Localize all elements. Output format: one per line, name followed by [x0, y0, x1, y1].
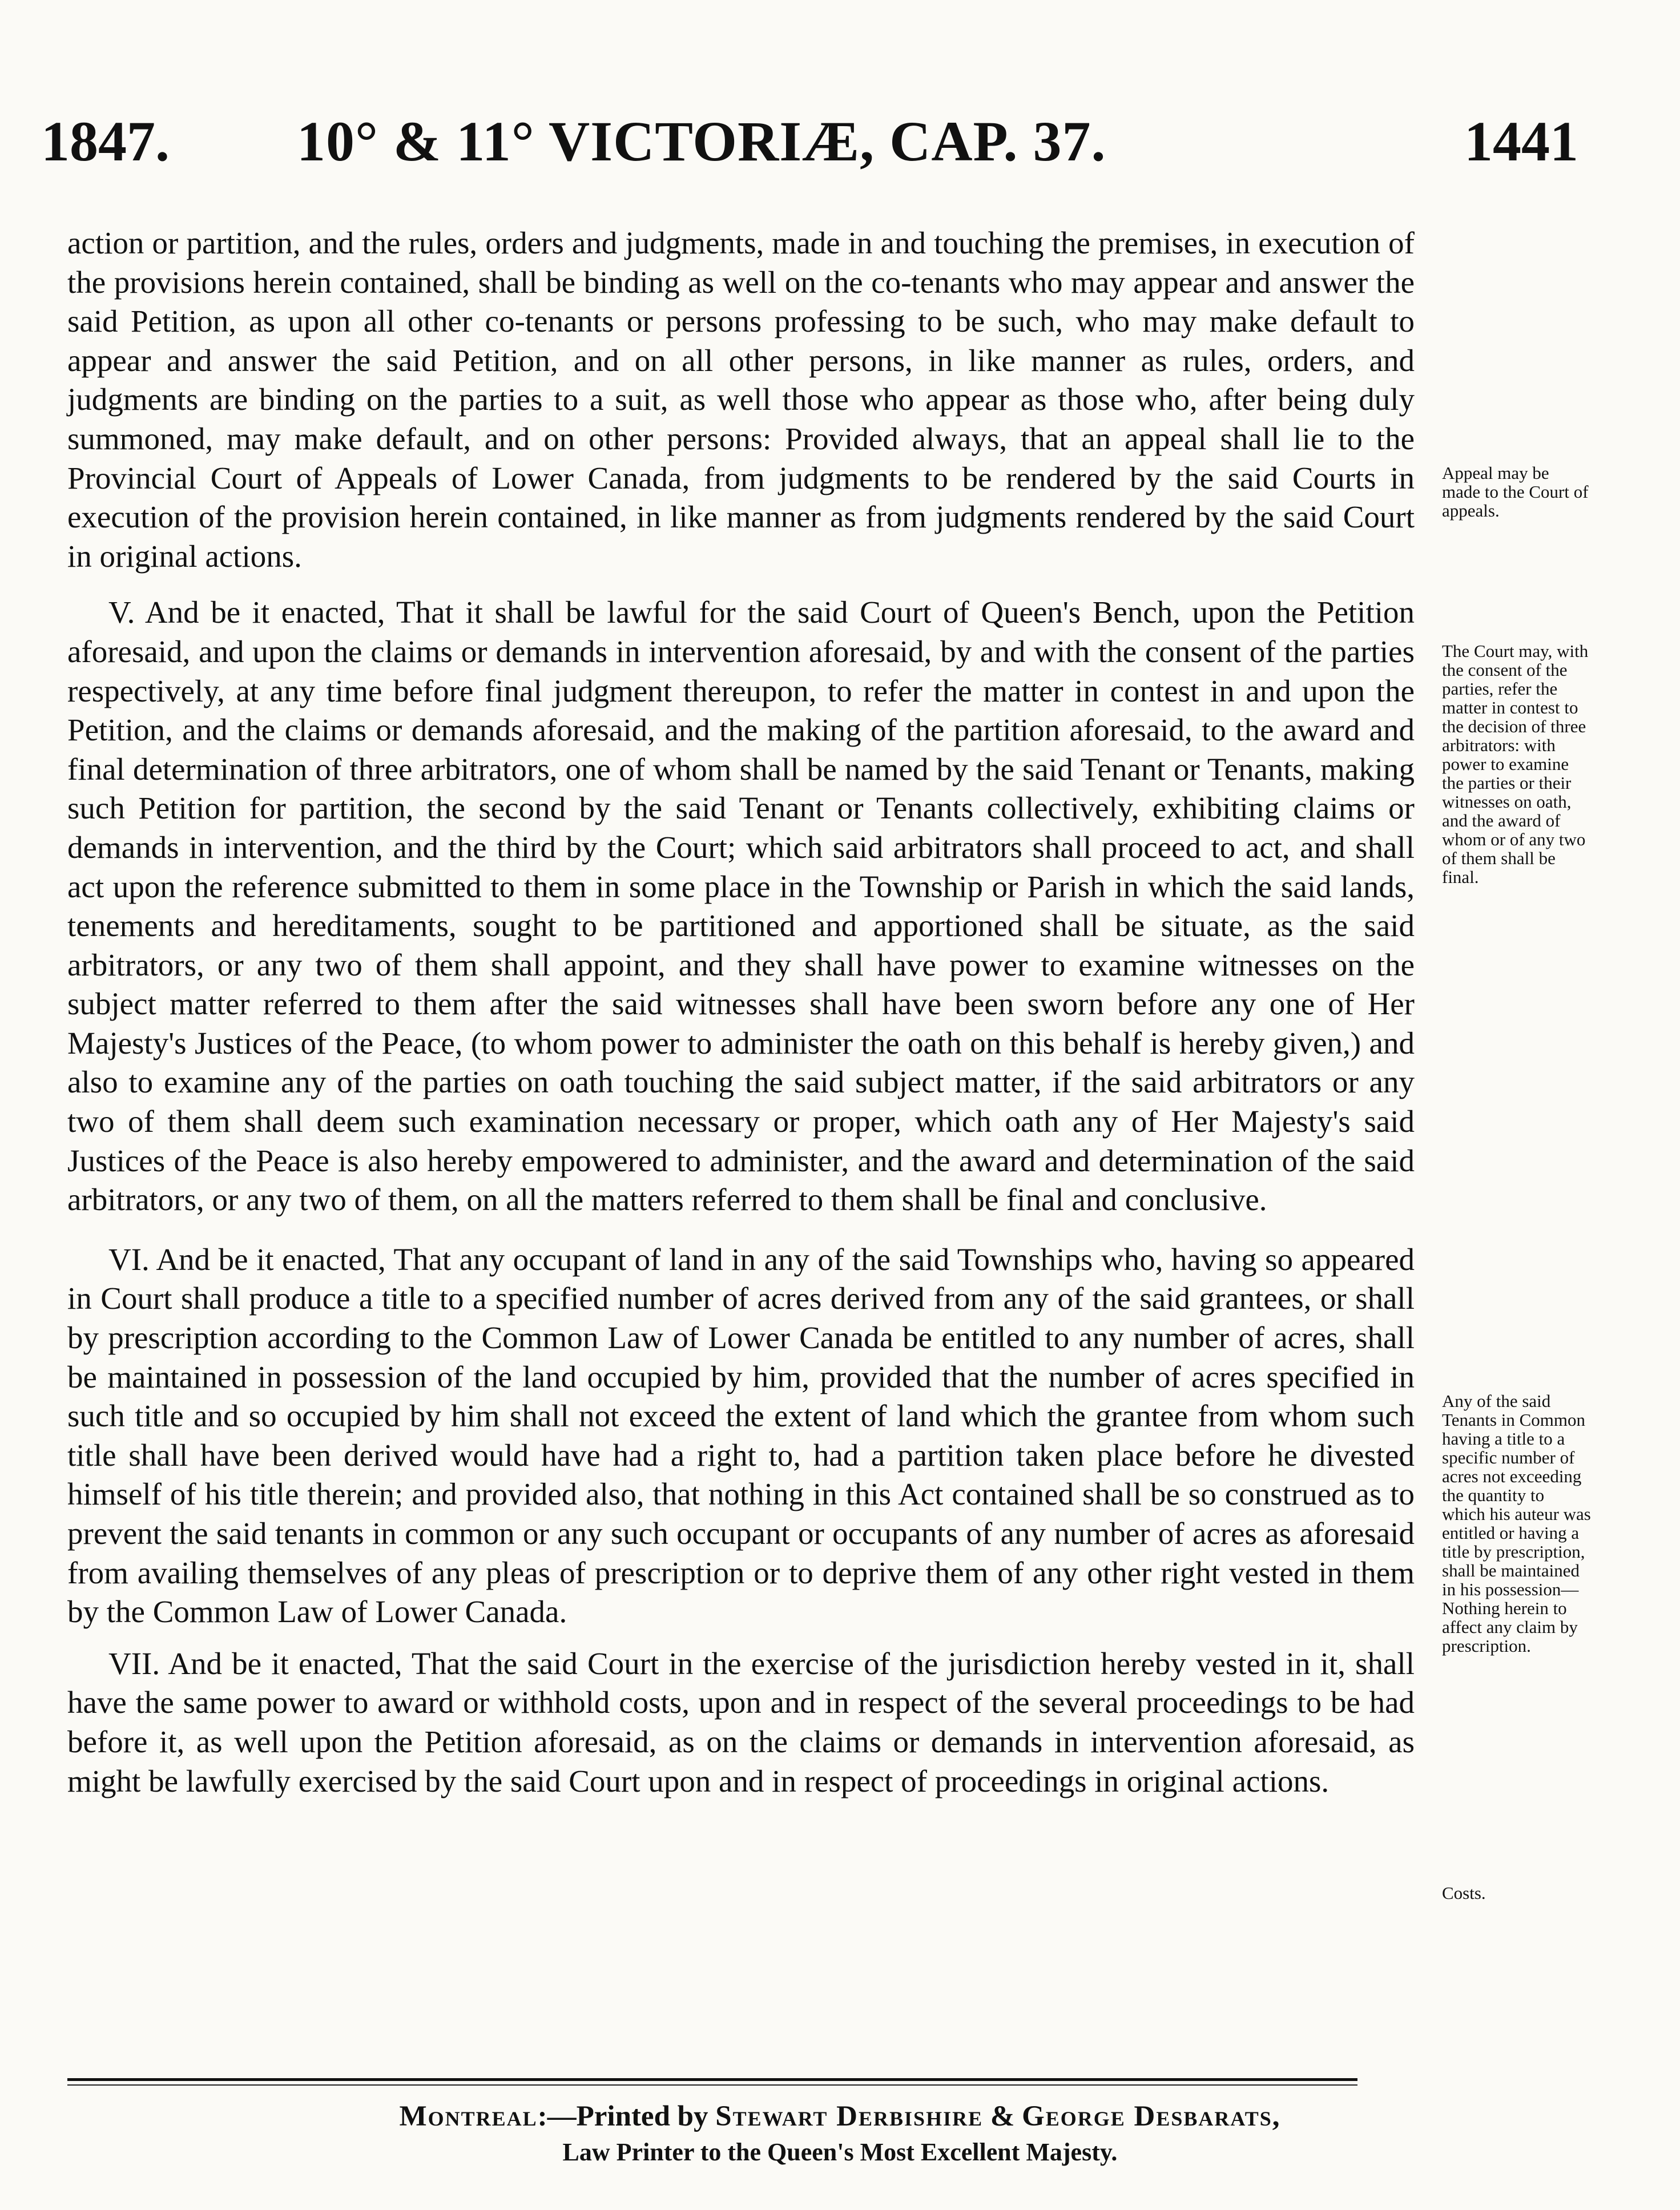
marginal-note-tenants: Any of the said Tenants in Common having a title to a specific number of acres not exceeding the quantity to which his auteur was entitled or having a title by prescription, shall be maintained in his possession—Nothing herein to affect any claim by prescription.	[1442, 1391, 1591, 1656]
section-number: V.	[108, 595, 135, 630]
statute-body	[67, 224, 1415, 1801]
section-text: And be it enacted, That it shall be lawful for the said Court of Queen's Bench, upon the Petition aforesaid, and upon the claims or demands in intervention aforesaid, by and with the consent of the parties respectively, at any time before final judgment thereupon, to refer the matter in contest in and upon the Petition, and the claims or demands aforesaid, and the making of the partition aforesaid, to the award and final determination of three arbitrators, one of whom shall be named by the said Tenant or Tenants, making such Petition for partition, the second by the said Tenant or Tenants collectively, exhibiting claims or demands in intervention, and the third by the Court; which said arbitrators shall proceed to act, and shall act upon the reference submitted to them in some place in the Township or Parish in which the said lands, tenements and hereditaments, sought to be partitioned and apportioned shall be situate, as the said arbitrators, or any two of them shall appoint, and they shall have power to examine witnesses on the subject matter referred to them after the said witnesses shall have been sworn before any one of Her Majesty's Justices of the Peace, (to whom power to administer the oath on this behalf is hereby given,) and also to examine any of the parties on oath touching the said subject matter, if the said arbitrators or any two of them shall deem such examination necessary or proper, which oath any of Her Majesty's said Justices of the Peace is also hereby empowered to administer, and the award and determination of the said arbitrators, or any two of them, on all the matters referred to them shall be final and conclusive.	[67, 595, 1415, 1217]
section-vi	[67, 1240, 1415, 1632]
section-text: And be it enacted, That any occupant of land in any of the said Townships who, having so appeared in Court shall produce a title to a specified number of acres derived from any of the said grantees, or shall by prescription according to the Common Law of Lower Canada be entitled to any number of acres, shall be maintained in possession of the land occupied by him, provided that the number of acres specified in such title and so occupied by him shall not exceed the extent of land which the grantee from whom such title shall have been derived would have had a right to, had a partition taken place before he divested himself of his title therein; and provided also, that nothing in this Act contained shall be so construed as to prevent the said tenants in common or any such occupant or occupants of any number of acres as aforesaid from availing themselves of any pleas of prescription or to deprive them of any other right vested in them by the Common Law of Lower Canada.	[67, 1241, 1415, 1630]
marginal-note-appeal: Appeal may be made to the Court of appeals.	[1442, 463, 1589, 521]
header-page-number: 1441	[1464, 110, 1578, 173]
imprint-line-1	[0, 2098, 1680, 2135]
imprint-printer-1: Stewart Derbishire	[715, 2100, 984, 2132]
section-number: VI.	[108, 1241, 150, 1277]
header-title: 10° & 11° VICTORIÆ, CAP. 37.	[297, 110, 1106, 173]
header-year: 1847.	[41, 110, 170, 173]
imprint-place: Montreal	[399, 2100, 538, 2132]
section-v	[67, 593, 1415, 1220]
imprint-line-2: Law Printer to the Queen's Most Excellent Majesty.	[562, 2138, 1118, 2166]
paragraph-continuation	[67, 224, 1415, 576]
paragraph-text: action or partition, and the rules, orders and judgments, made in and touching the premises, in execution of the provisions herein contained, shall be binding as well on the co-tenants who may appear and answer the said Petition, as upon all other co-tenants or persons professing to be such, who may make default to appear and answer the said Petition, and on all other persons, in like manner as rules, orders, and judgments are binding on the parties to a suit, as well those who appear as those who, after being duly summoned, may make default, and on other persons: Provided always, that an appeal shall lie to the Provincial Court of Appeals of Lower Canada, from judgments to be rendered by the said Courts in execution of the provision herein contained, in like manner as from judgments rendered by the said Court in original actions.	[67, 225, 1415, 574]
footer-rule-thick	[67, 2078, 1357, 2081]
section-text: And be it enacted, That the said Court in the exercise of the jurisdiction hereby vested in it, shall have the same power to award or withhold costs, upon and in respect of the several proceedings to be had before it, as well upon the Petition aforesaid, as on the claims or demands in intervention aforesaid, as might be lawfully exercised by the said Court upon and in respect of proceedings in original actions.	[67, 1646, 1415, 1798]
marginal-note-arbitrators: The Court may, with the consent of the parties, refer the matter in contest to the decision of three arbitrators: with power to examine the parties or their witnesses on oath, and the award of whom or of any two of them shall be final.	[1442, 641, 1589, 887]
marginal-note-costs: Costs.	[1442, 1883, 1486, 1903]
imprint-separator: :—Printed by	[537, 2100, 708, 2132]
section-number: VII.	[108, 1646, 160, 1681]
section-vii	[67, 1644, 1415, 1801]
imprint-ampersand: &	[990, 2100, 1015, 2132]
footer-rule-thin	[67, 2084, 1357, 2086]
imprint-printer-2: George Desbarats,	[1022, 2100, 1281, 2132]
